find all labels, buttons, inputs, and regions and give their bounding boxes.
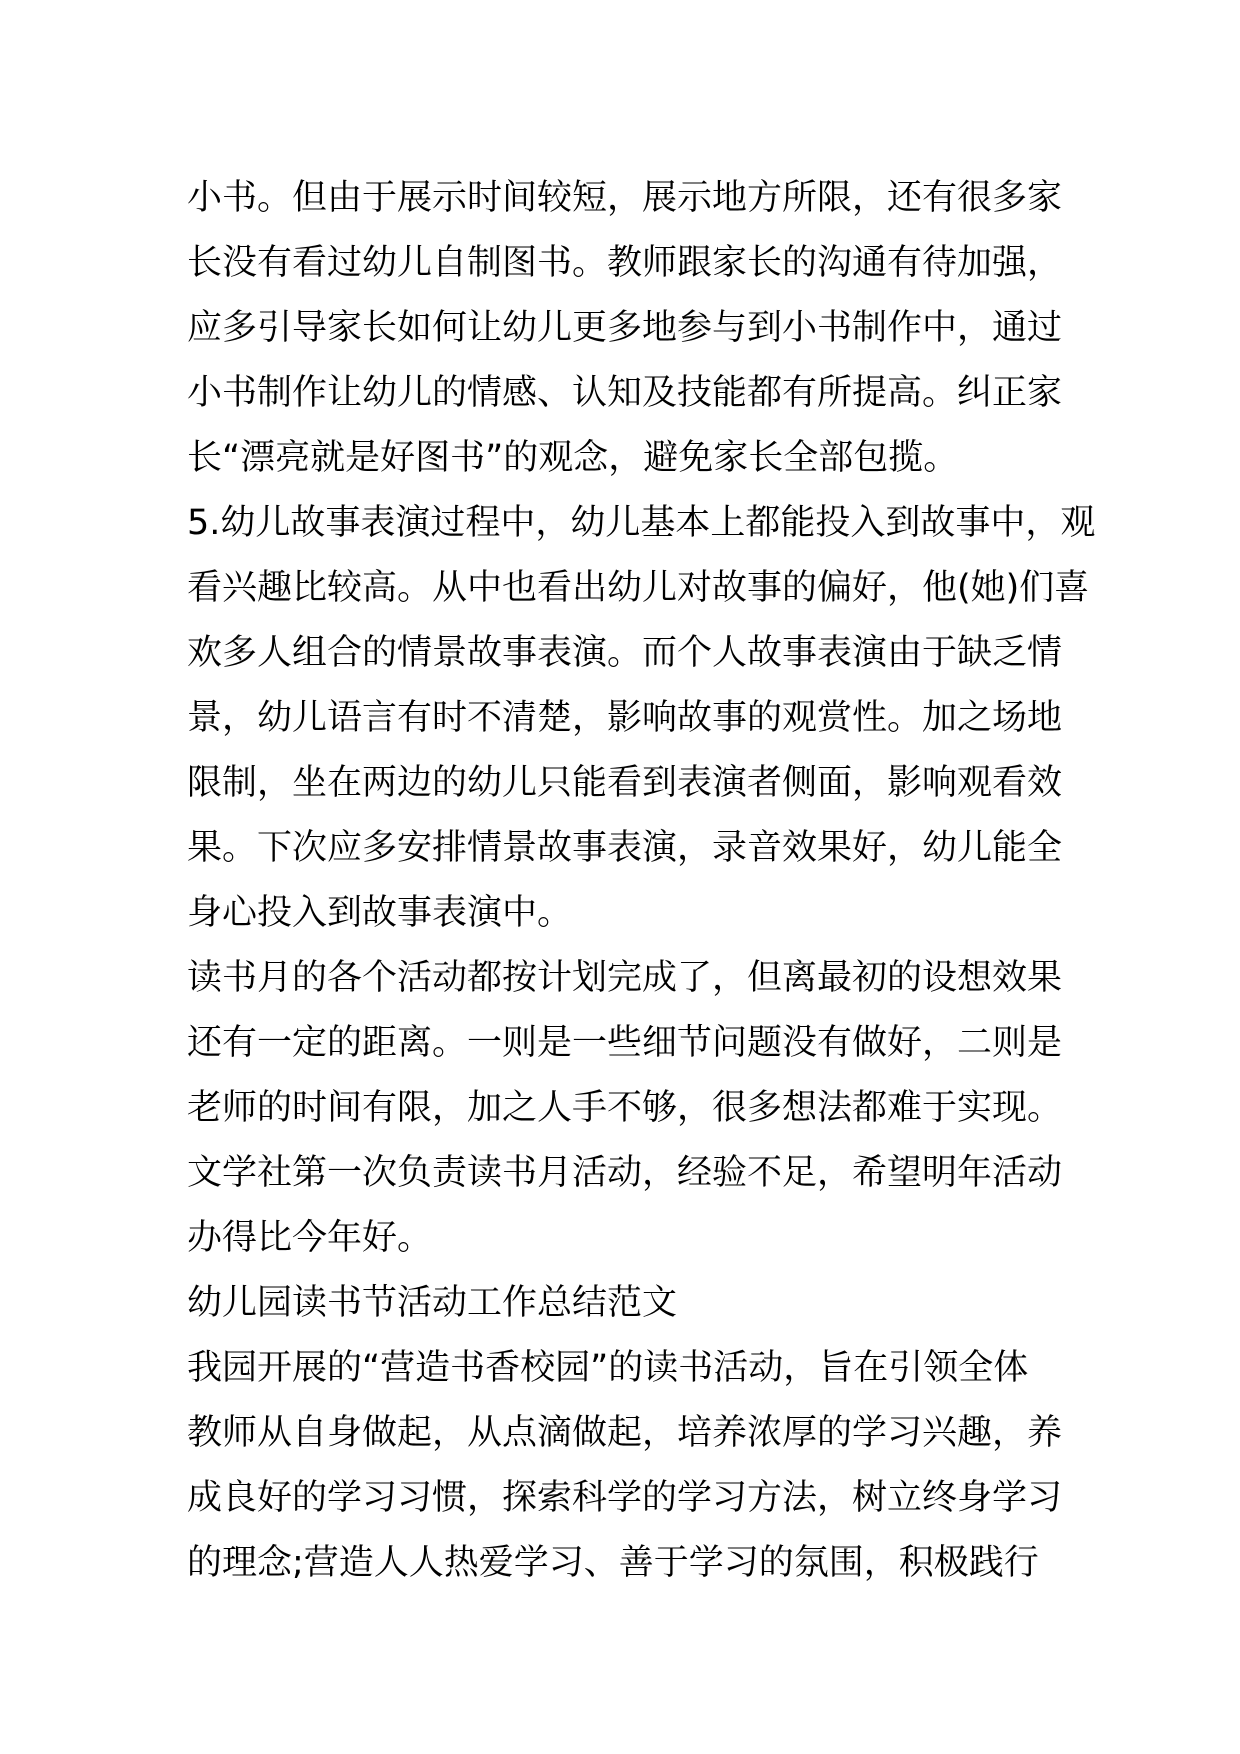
text-line: 文学社第一次负责读书月活动，经验不足，希望明年活动 (187, 1153, 1063, 1193)
text-line: 5.幼儿故事表演过程中，幼儿基本上都能投入到故事中，观 (187, 503, 1096, 543)
section-heading: 幼儿园读书节活动工作总结范文 (187, 1283, 678, 1323)
text-line: 长“漂亮就是好图书”的观念，避免家长全部包揽。 (187, 438, 959, 478)
text-line: 果。下次应多安排情景故事表演，录音效果好，幼儿能全 (187, 828, 1063, 868)
text-line: 景，幼儿语言有时不清楚，影响故事的观赏性。加之场地 (187, 698, 1063, 738)
document-body (187, 166, 1096, 1596)
text-line: 限制，坐在两边的幼儿只能看到表演者侧面，影响观看效 (187, 763, 1063, 803)
text-line: 小书。但由于展示时间较短，展示地方所限，还有很多家 (187, 178, 1063, 218)
text-line: 成良好的学习习惯，探索科学的学习方法，树立终身学习 (187, 1478, 1063, 1518)
text-line: 还有一定的距离。一则是一些细节问题没有做好，二则是 (187, 1023, 1063, 1063)
text-line: 看兴趣比较高。从中也看出幼儿对故事的偏好，他(她)们喜 (187, 568, 1090, 608)
text-line: 欢多人组合的情景故事表演。而个人故事表演由于缺乏情 (187, 633, 1063, 673)
text-line: 的理念;营造人人热爱学习、善于学习的氛围，积极践行 (187, 1543, 1039, 1583)
text-line: 小书制作让幼儿的情感、认知及技能都有所提高。纠正家 (187, 373, 1063, 413)
text-line: 身心投入到故事表演中。 (187, 893, 573, 933)
text-line: 我园开展的“营造书香校园”的读书活动，旨在引领全体 (187, 1348, 1029, 1388)
text-line: 应多引导家长如何让幼儿更多地参与到小书制作中，通过 (187, 308, 1063, 348)
text-line: 教师从自身做起，从点滴做起，培养浓厚的学习兴趣，养 (187, 1413, 1063, 1453)
text-line: 读书月的各个活动都按计划完成了，但离最初的设想效果 (187, 958, 1063, 998)
text-line: 老师的时间有限，加之人手不够，很多想法都难于实现。 (187, 1088, 1063, 1128)
text-line: 长没有看过幼儿自制图书。教师跟家长的沟通有待加强， (187, 243, 1063, 283)
text-line: 办得比今年好。 (187, 1218, 433, 1258)
